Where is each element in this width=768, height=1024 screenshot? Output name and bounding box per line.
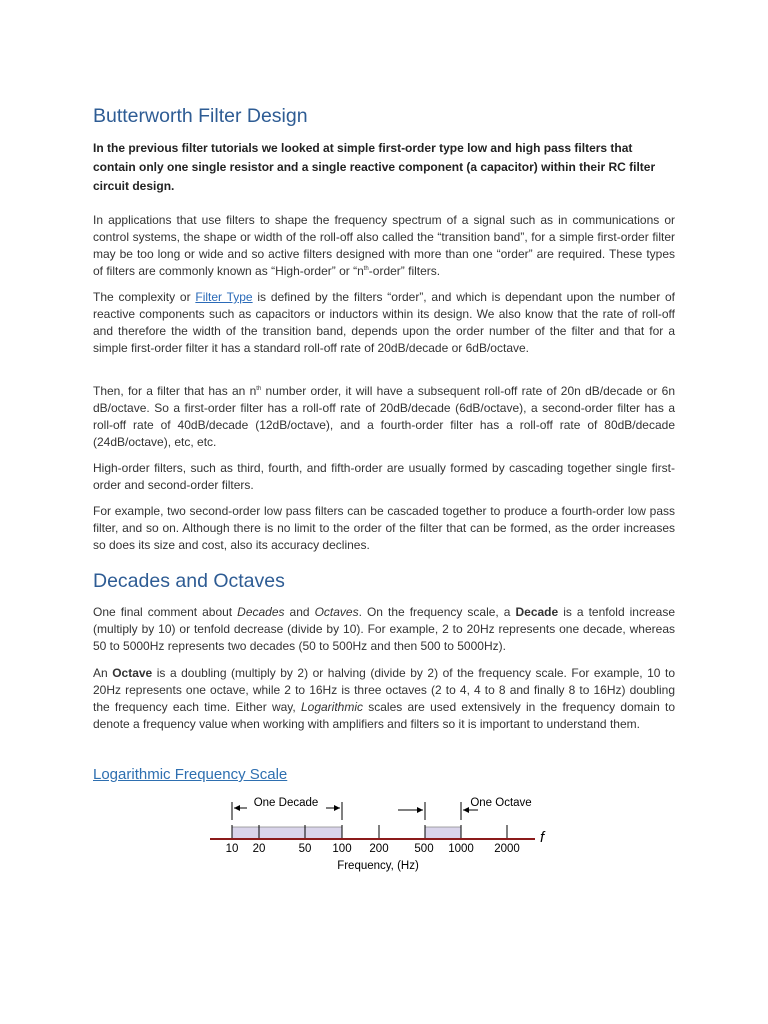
tick-label-2000: 2000	[494, 843, 520, 855]
paragraph-4: High-order filters, such as third, fourth, and fifth-order are usually formed by cascading together single first-order and second-order filters.	[93, 461, 675, 492]
superscript-th: th	[256, 386, 262, 392]
paragraph-2-text: The complexity or	[93, 290, 196, 304]
decade-arrowhead-left	[234, 805, 240, 811]
octave-band	[425, 827, 461, 839]
log-frequency-scale-figure	[200, 790, 570, 880]
paragraph-6-text: . On the frequency scale, a	[358, 605, 516, 619]
tick-label-100: 100	[332, 843, 352, 855]
decades-term: Decades	[237, 605, 285, 619]
paragraph-3-text: Then, for a filter that has an n	[93, 384, 257, 398]
tick-label-200: 200	[369, 843, 389, 855]
decade-term: Decade	[515, 605, 559, 619]
paragraph-1-text: In applications that use filters to shape the frequency spectrum of a signal such as in communications or control systems, the shape or width of the roll-off also called the “transition band”, for a simple first-order filter may be too long or wide and so active filters designed with more than one “order” are required. These types of filters are commonly known as “High-order” or “n	[93, 213, 675, 278]
octave-arrowhead-left	[417, 807, 423, 813]
logarithmic-term: Logarithmic	[300, 700, 364, 714]
paragraph-2	[93, 289, 675, 357]
tick-label-1000: 1000	[448, 843, 474, 855]
paragraph-7-text: is a doubling (multiply by 2) or halving (divide by 2) of the frequency scale. For example, 10 to 20Hz represents one octave, while 2 to 16Hz is three octaves (2 to 4, 4 to 8 and finally 8 to 16Hz) doubling the frequency each time. Either way,	[93, 666, 676, 714]
frequency-axis-label: Frequency, (Hz)	[337, 860, 419, 872]
octave-term: Octave	[112, 666, 153, 680]
frequency-symbol: f	[540, 829, 545, 846]
paragraph-7-text: An	[93, 666, 113, 680]
butterworth-heading: Butterworth Filter Design	[93, 105, 308, 127]
tick-label-500: 500	[414, 843, 434, 855]
decade-arrowhead-right	[334, 805, 340, 811]
tick-label-20: 20	[252, 843, 266, 855]
log-scale-heading: Logarithmic Frequency Scale	[93, 766, 288, 783]
decade-band	[232, 827, 342, 839]
paragraph-6-text: and	[284, 605, 315, 619]
octaves-term: Octaves	[314, 605, 359, 619]
paragraph-6-text: One final comment about	[93, 605, 238, 619]
tick-label-50: 50	[298, 843, 312, 855]
decades-octaves-heading: Decades and Octaves	[93, 570, 285, 592]
paragraph-6-text-end: is a tenfold increase (multiply by 10) or tenfold decrease (divide by 10). For example, 2 to 20Hz represents one decade, whereas 50 to 5000Hz represents two decades (50 to 500Hz and then 500 to 5000Hz).	[93, 605, 675, 653]
paragraph-3-text-end: number order, it will have a subsequent roll-off rate of 20n dB/decade or 6n dB/octave. So a first-order filter has a roll-off rate of 20dB/decade (6dB/octave), a second-order filter has a roll-off rate of 40dB/decade (12dB/octave), and a fourth-order filter has a roll-off rate of 80dB/decade (24dB/octave), etc, etc.	[93, 384, 676, 449]
filter-type-link[interactable]: Filter Type	[195, 290, 253, 304]
paragraph-3	[93, 383, 675, 451]
paragraph-7	[93, 665, 675, 733]
paragraph-5: For example, two second-order low pass filters can be cascaded together to produce a fourth-order low pass filter, and so on. Although there is no limit to the order of the filter that can be formed, as the order increases so does its size and cost, also its accuracy declines.	[93, 504, 675, 552]
intro-lead: In the previous filter tutorials we looked at simple first-order type low and high pass filters that contain only one single resistor and a single reactive component (a capacitor) within their RC filter circuit design.	[93, 141, 656, 193]
paragraph-2-text-end: is defined by the filters “order”, and which is dependant upon the number of reactive components such as capacitors or inductors within its design. We also know that the rate of roll-off and therefore the width of the transition band, depends upon the order number of the filter and that for a simple first-order filter it has a standard roll-off rate of 20dB/decade or 6dB/octave.	[93, 290, 675, 355]
paragraph-6	[93, 604, 675, 655]
one-octave-label: One Octave	[470, 797, 532, 809]
tick-label-10: 10	[225, 843, 239, 855]
one-decade-label: One Decade	[253, 797, 319, 809]
superscript-th: th	[363, 266, 369, 272]
paragraph-1-text-end: -order” filters.	[368, 264, 441, 278]
octave-arrowhead-right	[463, 807, 469, 813]
paragraph-1	[93, 212, 675, 280]
paragraph-7-text-end: scales are used extensively in the frequency domain to denote a frequency value when working with amplifiers and filters so it is important to understand them.	[93, 700, 675, 731]
